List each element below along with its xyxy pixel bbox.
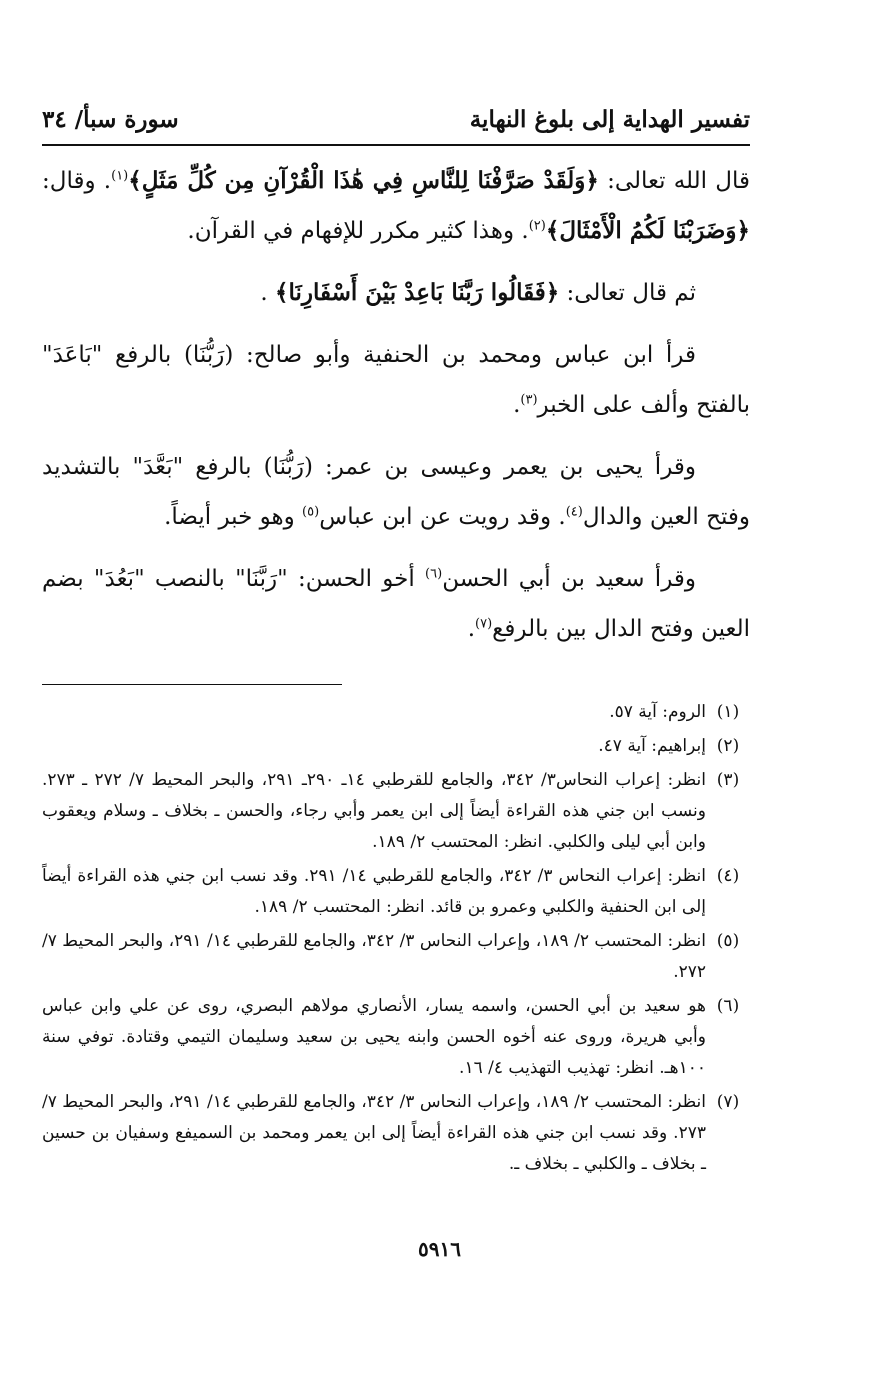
footnote-number: (٤) [716,866,740,886]
footnote [42,765,750,858]
text-run: . [467,616,476,642]
quran-quote: ﴿وَلَقَدْ صَرَّفْنَا لِلنَّاسِ فِي هَٰذَا الْقُرْآنِ مِن كُلِّ مَثَلٍ﴾ [128,167,599,194]
text-run: . [513,392,521,418]
footnote [42,697,750,728]
footnote-number: (٢) [716,736,740,756]
footnote-text: انظر: المحتسب ٢/ ١٨٩، وإعراب النحاس ٣/ ٣٤٢، والجامع للقرطبي ١٤/ ٢٩١، والبحر المحيط ٧/ ٢٧٣. وقد نسب ابن جني هذه القراءة أيضاً إلى ابن يعمر ومحمد بن السميفع وسفيان بن حسين ـ بخلاف ـ والكلبي ـ بخلاف ـ. [42,1092,706,1174]
text-run: قرأ ابن عباس ومحمد بن الحنفية وأبو صالح: (رَبُّنَا) بالرفع "بَاعَدَ" بالفتح وألف على الخبر [42,342,750,418]
book-title: تفسير الهداية إلى بلوغ النهاية [469,106,750,133]
text-run: قال الله تعالى: [598,168,751,194]
footnote-number: (٦) [716,996,740,1016]
text-run: وقرأ سعيد بن أبي الحسن [442,566,696,592]
footnote [42,731,750,762]
text-run: . وهذا كثير مكرر للإفهام في القرآن. [187,218,529,244]
page-header [42,100,750,140]
footnote-number: (٧) [716,1092,740,1112]
text-run: . وقال: [42,168,112,194]
text-run: وهو خبر أيضاً. [164,504,303,530]
paragraph-4 [42,442,750,542]
text-run: ثم قال تعالى: [559,280,696,306]
footnote [42,861,750,923]
surah-reference: سورة سبأ/ ٣٤ [42,106,179,133]
page-number: ٥٩١٦ [418,1237,461,1261]
paragraph-1 [42,156,750,256]
document-page [42,100,750,1183]
text-run: . وقد رويت عن ابن عباس [319,504,566,530]
quran-quote: ﴿فَقَالُوا رَبَّنَا بَاعِدْ بَيْنَ أَسْفَارِنَا﴾ [274,279,560,306]
footnote-number: (١) [716,702,740,722]
paragraph-5 [42,554,750,654]
text-run: وقرأ يحيى بن يعمر وعيسى بن عمر: (رَبُّنَا) بالرفع "بَعَّدَ" بالتشديد وفتح العين والدال [42,454,750,530]
footnote-ref[interactable]: (٣) [520,392,538,408]
footnote-number: (٥) [716,931,740,951]
footnote [42,926,750,988]
paragraph-2 [42,268,750,318]
footnote-ref[interactable]: (٢) [528,218,546,234]
footnote-text: الروم: آية ٥٧. [609,702,706,722]
text-run: . [260,280,275,306]
footnote-text: انظر: المحتسب ٢/ ١٨٩، وإعراب النحاس ٣/ ٣٤٢، والجامع للقرطبي ١٤/ ٢٩١، والبحر المحيط ٧/ ٢٧٢. [42,931,706,982]
text-run: أخو الحسن: "رَبَّنَا" بالنصب "بَعُدَ" بضم العين وفتح الدال بين بالرفع [42,566,750,642]
footnote-ref[interactable]: (٦) [425,566,443,582]
footnote-ref[interactable]: (١) [111,168,129,184]
footnote-number: (٣) [716,770,740,790]
footnotes [42,697,750,1180]
footnote-ref[interactable]: (٤) [565,504,583,520]
header-rule [42,144,750,146]
footnote-separator [42,684,342,685]
main-text [42,156,750,654]
footnote-text: إبراهيم: آية ٤٧. [598,736,706,756]
footnote-text: هو سعيد بن أبي الحسن، واسمه يسار، الأنصاري مولاهم البصري، روى عن علي وابن عباس وأبي هريرة، وروى عنه أخوه الحسن وابنه يحيى بن سعيد وسليمان التيمي وقتادة. توفي سنة ١٠٠هـ. انظر: تهذيب التهذيب ٤/ ١٦. [42,996,706,1078]
footnote-ref[interactable]: (٥) [302,504,320,520]
footnote-text: انظر: إعراب النحاس٣/ ٣٤٢، والجامع للقرطبي ١٤ـ ٢٩٠ـ ٢٩١، والبحر المحيط ٧/ ٢٧٢ ـ ٢٧٣. ونسب ابن جني هذه القراءة أيضاً إلى ابن يعمر وأبي رجاء، والحسن ـ بخلاف ـ وسلام ويعقوب وابن أبي ليلى والكلبي. انظر: المحتسب ٢/ ١٨٩. [42,770,707,852]
paragraph-3 [42,330,750,430]
footnote-ref[interactable]: (٧) [475,616,493,632]
quran-quote: ﴿وَضَرَبْنَا لَكُمُ الْأَمْثَالَ﴾ [545,217,750,244]
footnote-text: انظر: إعراب النحاس ٣/ ٣٤٢، والجامع للقرطبي ١٤/ ٢٩١. وقد نسب ابن جني هذه القراءة أيضاً إلى ابن الحنفية والكلبي وعمرو بن قائد. انظر: المحتسب ٢/ ١٨٩. [42,866,706,917]
footnote [42,1087,750,1180]
footnote [42,991,750,1084]
